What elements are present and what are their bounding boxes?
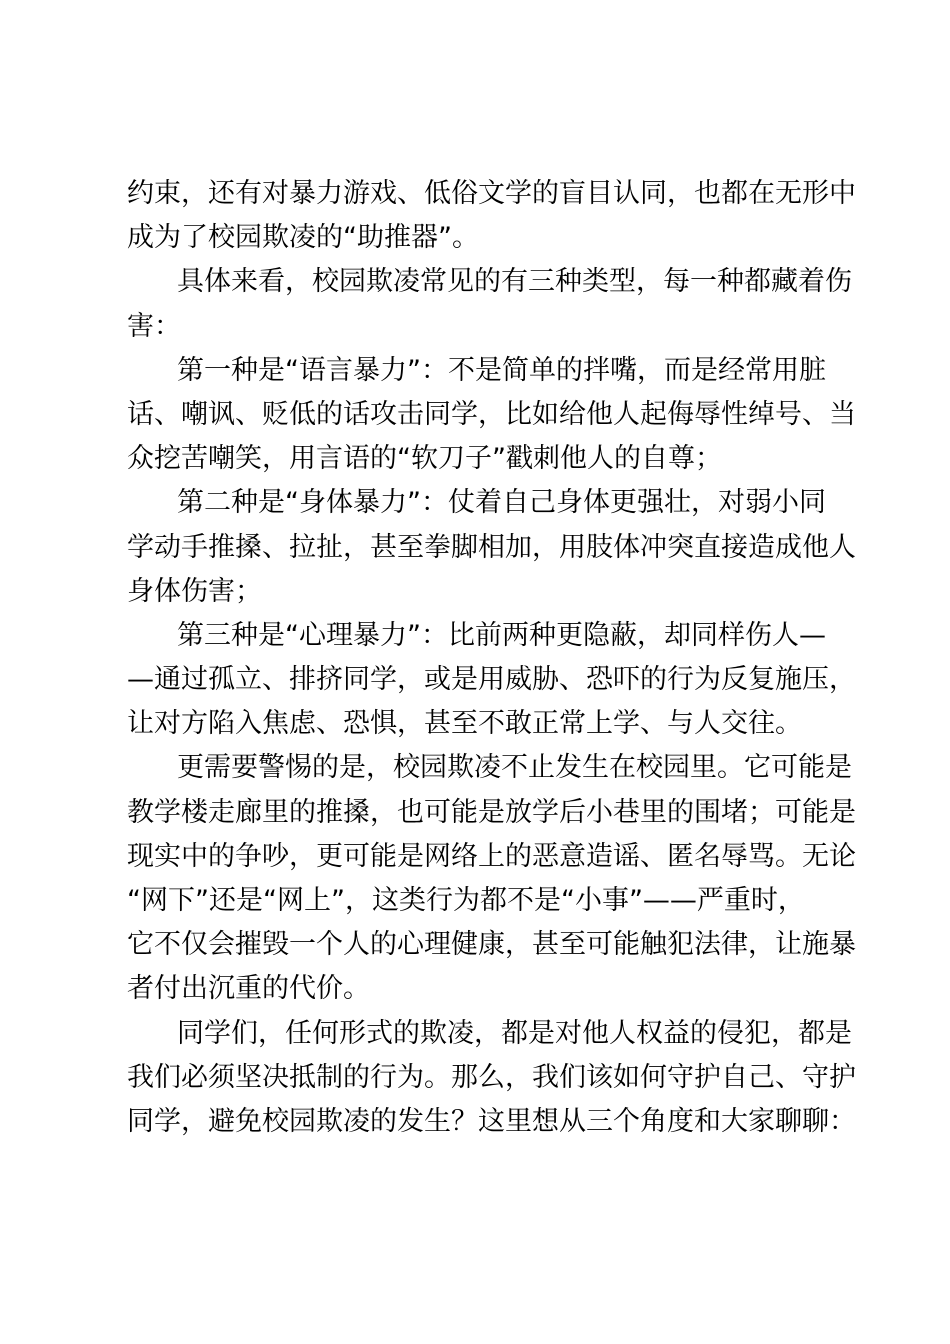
text-line: 害： [127,310,181,342]
paragraph-start-line: 具体来看，校园欺凌常见的有三种类型，每一种都藏着伤 [177,266,852,298]
text-line: 成为了校园欺凌的“助推器”。 [127,222,479,254]
text-line: 它不仅会摧毁一个人的心理健康，甚至可能触犯法律，让施暴 [127,929,856,961]
text-line: 教学楼走廊里的推搡，也可能是放学后小巷里的围堵；可能是 [127,796,856,828]
paragraph-start-line: 更需要警惕的是，校园欺凌不止发生在校园里。它可能是 [177,752,852,784]
paragraph-start-line: 同学们，任何形式的欺凌，都是对他人权益的侵犯，都是 [177,1017,852,1049]
text-line: “网下”还是“网上”，这类行为都不是“小事”——严重时， [127,885,805,916]
text-line: 话、嘲讽、贬低的话攻击同学，比如给他人起侮辱性绰号、当 [127,398,856,430]
paragraph-start-line: 第三种是“心理暴力”：比前两种更隐蔽，却同样伤人— [177,619,826,651]
text-line: 约束，还有对暴力游戏、低俗文学的盲目认同，也都在无形中 [127,178,856,209]
text-line: 我们必须坚决抵制的行为。那么，我们该如何守护自己、守护 [127,1061,856,1093]
document-body [127,172,856,1144]
text-line: 让对方陷入焦虑、恐惧，甚至不敢正常上学、与人交往。 [127,708,802,740]
text-line: —通过孤立、排挤同学，或是用威胁、恐吓的行为反复施压， [127,664,856,696]
text-line: 身体伤害； [127,575,262,607]
text-line: 学动手推搡、拉扯，甚至拳脚相加，用肢体冲突直接造成他人 [127,531,856,563]
text-line: 同学，避免校园欺凌的发生？这里想从三个角度和大家聊聊： [127,1105,856,1137]
text-line: 现实中的争吵，更可能是网络上的恶意造谣、匿名辱骂。无论 [127,840,856,872]
text-line: 者付出沉重的代价。 [127,973,370,1005]
paragraph-start-line: 第二种是“身体暴力”：仗着自己身体更强壮，对弱小同 [177,487,826,519]
paragraph-start-line: 第一种是“语言暴力”：不是简单的拌嘴，而是经常用脏 [177,354,826,386]
text-line: 众挖苦嘲笑，用言语的“软刀子”戳刺他人的自尊； [127,443,722,475]
